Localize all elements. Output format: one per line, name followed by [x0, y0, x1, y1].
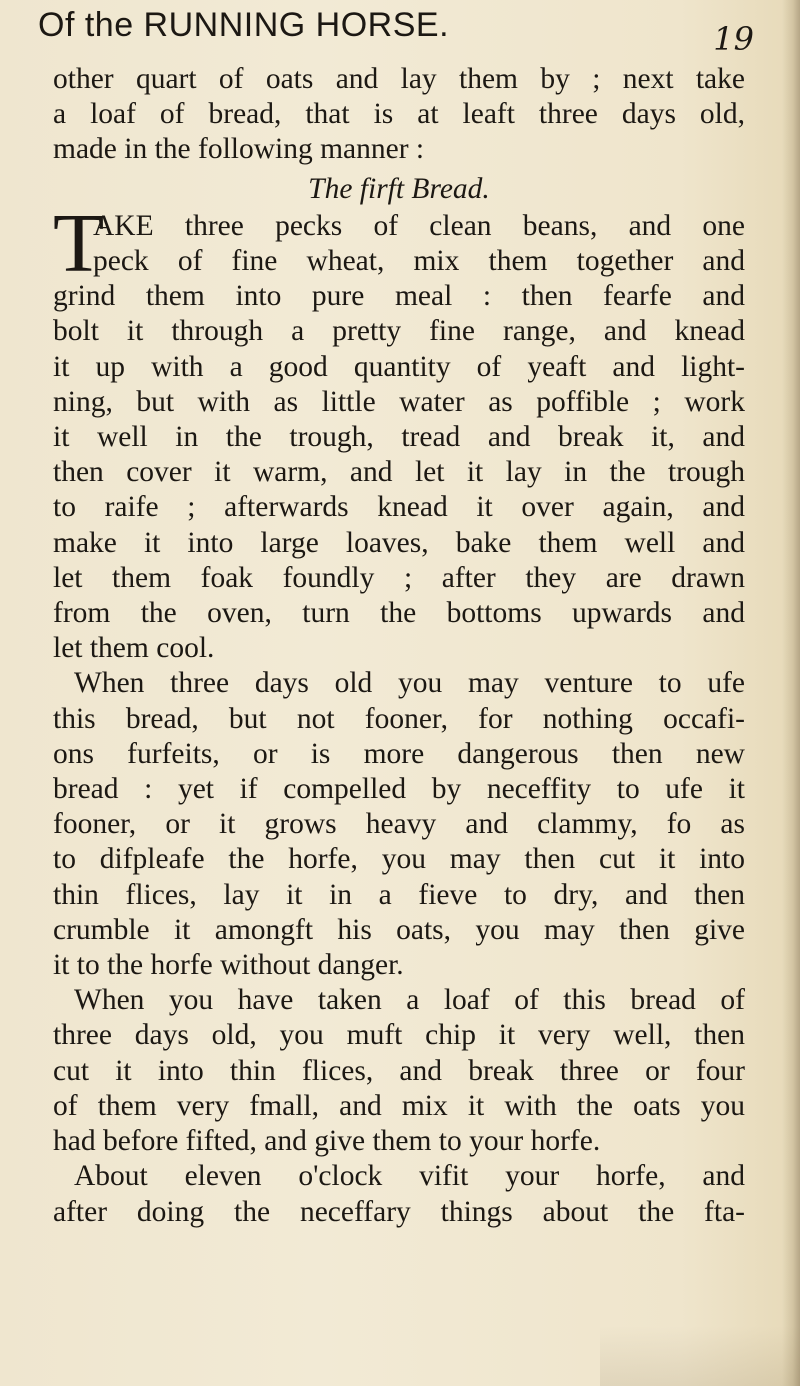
- text-line: bread : yet if compelled by neceffity to ufe it: [53, 773, 745, 806]
- text-line: a loaf of bread, that is at leaft three days old,: [53, 98, 745, 131]
- running-head: Of the RUNNING HORSE.: [38, 6, 450, 44]
- text-line: then cover it warm, and let it lay in the trough: [53, 456, 745, 489]
- text-line: cut it into thin flices, and break three or four: [53, 1054, 745, 1087]
- text-line: it well in the trough, tread and break it, and: [53, 421, 745, 454]
- text-line: peck of fine wheat, mix them together and: [93, 245, 745, 278]
- text-line: it to the horfe without danger.: [53, 949, 404, 982]
- text-line: to raife ; afterwards knead it over again, and: [53, 491, 745, 524]
- text-line: thin flices, lay it in a fieve to dry, and then: [53, 878, 745, 911]
- page-number: 19: [713, 20, 754, 58]
- text-line: make it into large loaves, bake them well and: [53, 526, 745, 559]
- text-line: let them foak foundly ; after they are drawn: [53, 561, 745, 594]
- text-line: About eleven o'clock vifit your horfe, and: [74, 1160, 745, 1193]
- body-text: [53, 62, 745, 1230]
- text-line: after doing the neceffary things about the fta-: [53, 1195, 745, 1228]
- text-line: When you have taken a loaf of this bread of: [74, 984, 745, 1017]
- text-line: ning, but with as little water as poffible ; work: [53, 385, 745, 418]
- page-corner-shadow: [600, 1326, 800, 1386]
- text-line: it up with a good quantity of yeaft and light-: [53, 350, 745, 383]
- text-line: ons furfeits, or is more dangerous then new: [53, 737, 745, 770]
- drop-cap: T: [53, 196, 105, 290]
- text-line: fooner, or it grows heavy and clammy, fo as: [53, 808, 745, 841]
- text-line: bolt it through a pretty fine range, and knead: [53, 315, 745, 348]
- text-line: this bread, but not fooner, for nothing occafi-: [53, 702, 745, 735]
- text-line: let them cool.: [53, 632, 215, 665]
- text-line: other quart of oats and lay them by ; next take: [53, 63, 745, 95]
- text-line: When three days old you may venture to ufe: [74, 667, 745, 700]
- dropcap-block: [53, 196, 745, 290]
- text-line: crumble it amongft his oats, you may then give: [53, 913, 745, 946]
- text-line: of them very fmall, and mix it with the oats you: [53, 1089, 745, 1122]
- text-line: AKE three pecks of clean beans, and one: [93, 209, 745, 242]
- text-line: had before fifted, and give them to your horfe.: [53, 1125, 601, 1158]
- page-edge-shadow: [782, 0, 800, 1386]
- text-line: to difpleafe the horfe, you may then cut it into: [53, 843, 745, 876]
- text-line: grind them into pure meal : then fearfe and: [53, 280, 745, 313]
- text-line: from the oven, turn the bottoms upwards and: [53, 597, 745, 630]
- section-title: The firft Bread.: [308, 172, 490, 205]
- text-line: three days old, you muft chip it very well, then: [53, 1019, 745, 1052]
- page-header: [38, 6, 758, 58]
- text-line: made in the following manner :: [53, 133, 425, 166]
